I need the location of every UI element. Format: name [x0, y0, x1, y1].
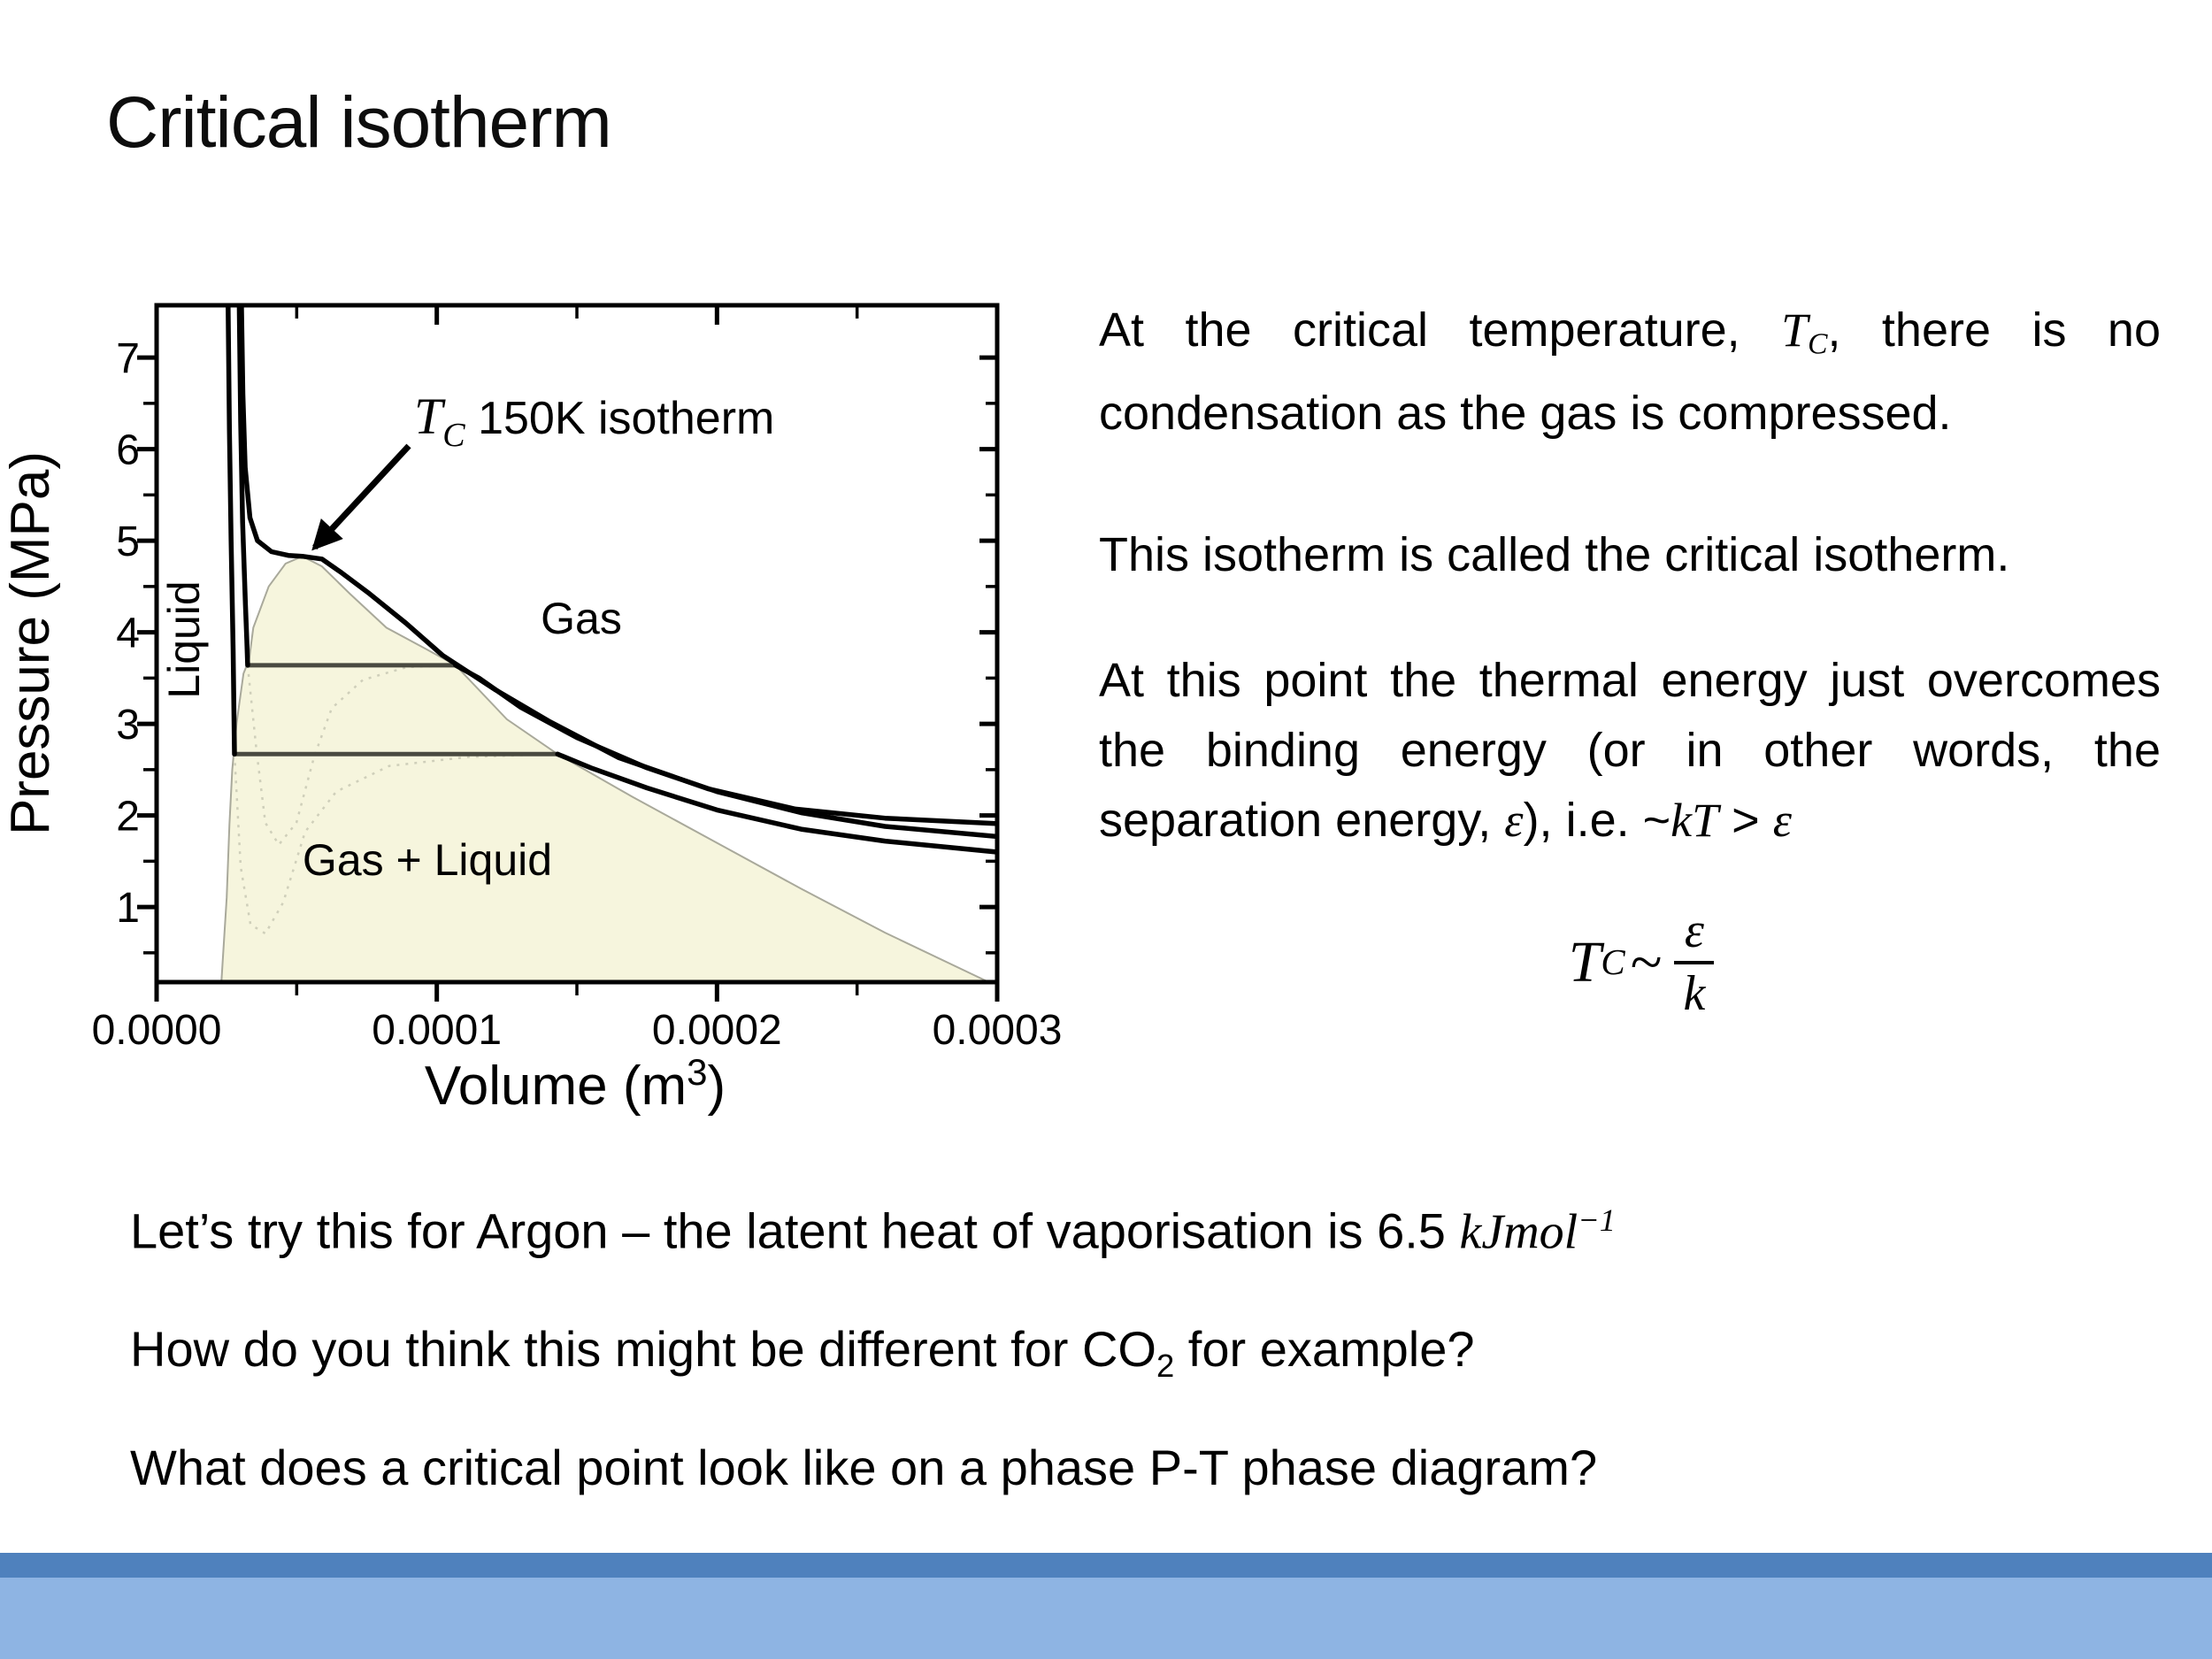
- x-tick-label: 0.0001: [372, 1007, 503, 1054]
- math-T-sub: C: [1808, 327, 1828, 361]
- footer-bar-dark: [0, 1553, 2212, 1578]
- equation-T: T: [1568, 929, 1601, 995]
- region-label-gas-liquid: Gas + Liquid: [302, 835, 553, 885]
- equation-fraction: [1674, 902, 1714, 1021]
- equation-Tc-epsilon-over-k: [1464, 880, 1818, 1044]
- annotation-arrow: [315, 446, 409, 548]
- question-argon: Let’s try this for Argon – the latent heat of vaporisation is 6.5 kJmol$^{-1}$: [130, 1202, 1616, 1260]
- y-tick-label: 2: [116, 793, 140, 841]
- equation-tilde: ~: [1630, 929, 1663, 995]
- y-tick-label: 7: [116, 335, 140, 383]
- x-tick-label: 0.0002: [651, 1007, 782, 1054]
- math-T: T: [1781, 303, 1809, 357]
- equation-denominator: k: [1674, 961, 1714, 1020]
- x-axis-title: Volume $(m^3)$: [424, 1051, 726, 1117]
- y-tick-label: 1: [116, 885, 140, 933]
- y-tick-label: 4: [116, 610, 140, 657]
- equation-T-sub: C: [1601, 942, 1625, 982]
- critical-isotherm-annotation: TC 150K isotherm: [414, 388, 775, 454]
- paragraph-critical-temperature: At the critical temperature, TC, there is no condensation as the gas is compressed.: [1099, 303, 2161, 441]
- y-tick-label: 6: [116, 426, 140, 474]
- x-tick-label: 0.0003: [932, 1007, 1063, 1054]
- footer-bar-light: [0, 1578, 2212, 1659]
- y-tick-label: 5: [116, 518, 140, 566]
- equation-numerator: ε: [1684, 902, 1704, 958]
- region-label-gas: Gas: [541, 594, 622, 643]
- y-tick-label: 3: [116, 702, 140, 749]
- y-axis-title: Pressure (MPa): [0, 450, 61, 836]
- x-tick-label: 0.0000: [91, 1007, 222, 1054]
- isotherm-2-seg-0: [228, 305, 234, 754]
- region-label-liquid: Liquid: [159, 580, 209, 699]
- question-co2: How do you think this might be different for $CO_2$ for example?: [130, 1321, 1475, 1385]
- paragraph-critical-isotherm: This isotherm is called the critical isotherm.: [1099, 528, 2010, 581]
- paragraph-thermal-energy: At this point the thermal energy just overcomes the binding energy (or in other words, the separation energy, ε), i.e. ~kT > ε: [1099, 654, 2161, 847]
- page-title: Critical isotherm: [106, 82, 611, 163]
- pv-diagram-chart: [0, 0, 1106, 1150]
- question-phase-diagram: What does a critical point look like on a phase P-T phase diagram?: [130, 1440, 1598, 1495]
